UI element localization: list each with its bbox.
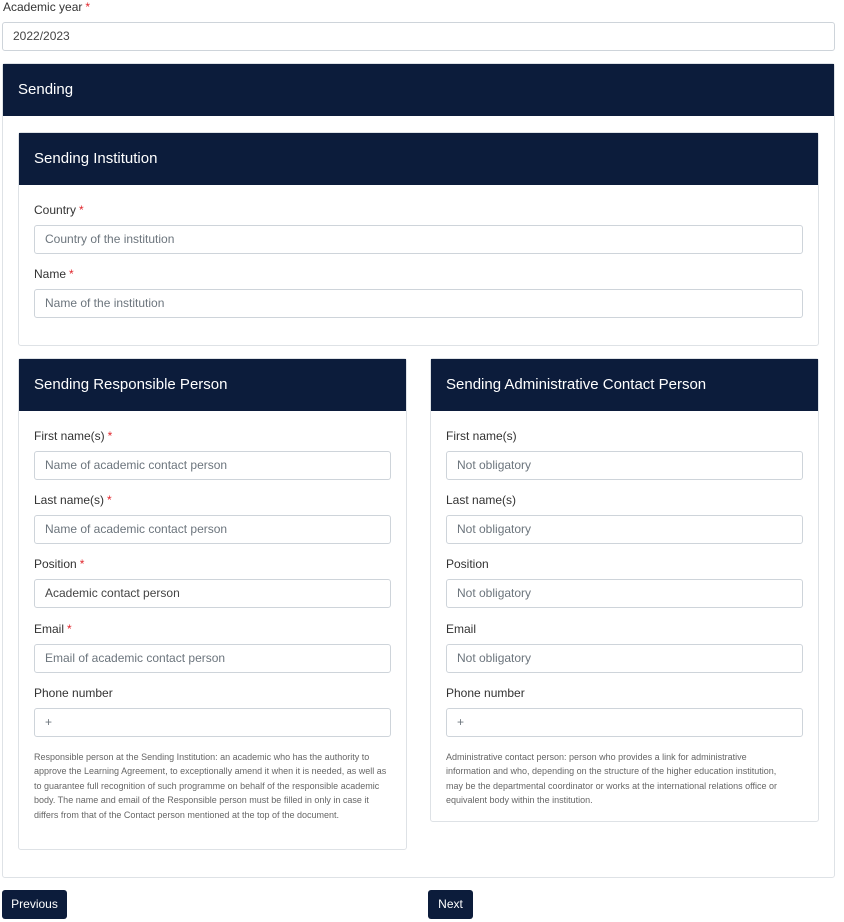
admin-last-name-input[interactable]: Not obligatory (446, 515, 803, 544)
responsible-person-header: Sending Responsible Person (19, 359, 406, 411)
academic-year-field[interactable]: 2022/2023 (2, 22, 835, 51)
next-button[interactable]: Next (428, 890, 473, 919)
responsible-last-name-label: Last name(s) * (34, 493, 112, 507)
responsible-position-label: Position * (34, 557, 85, 571)
sending-institution-header: Sending Institution (19, 133, 818, 185)
responsible-position-input[interactable]: Academic contact person (34, 579, 391, 608)
admin-email-label: Email (446, 622, 477, 636)
responsible-phone-label: Phone number (34, 686, 113, 700)
institution-name-input[interactable]: Name of the institution (34, 289, 803, 318)
admin-contact-card (430, 358, 819, 822)
sending-header: Sending (3, 64, 834, 116)
admin-position-input[interactable]: Not obligatory (446, 579, 803, 608)
admin-contact-header: Sending Administrative Contact Person (431, 359, 818, 411)
responsible-email-label: Email * (34, 622, 72, 636)
responsible-last-name-input[interactable]: Name of academic contact person (34, 515, 391, 544)
required-asterisk: * (85, 0, 91, 14)
sending-institution-card (18, 132, 819, 346)
responsible-person-card (18, 358, 407, 850)
admin-last-name-label: Last name(s) (446, 493, 517, 507)
admin-email-input[interactable]: Not obligatory (446, 644, 803, 673)
admin-phone-label: Phone number (446, 686, 525, 700)
previous-button[interactable]: Previous (2, 890, 67, 919)
country-input[interactable]: Country of the institution (34, 225, 803, 254)
academic-year-label: Academic year * (3, 0, 91, 14)
responsible-first-name-input[interactable]: Name of academic contact person (34, 451, 391, 480)
responsible-email-input[interactable]: Email of academic contact person (34, 644, 391, 673)
responsible-phone-input[interactable]: + (34, 708, 391, 737)
country-label: Country * (34, 203, 84, 217)
institution-name-label: Name * (34, 267, 74, 281)
sending-section (2, 63, 835, 878)
responsible-person-note: Responsible person at the Sending Institution: an academic who has the authority to approve the Learning Agreement, to exceptionally amend it when it is needed, as well as to guarantee full recognition of such programme on behalf of the responsible academic body. The name and email of the Responsible person must be filled in only in case it differs from that of the Contact person mentioned at the top of the document. (34, 752, 387, 820)
admin-first-name-input[interactable]: Not obligatory (446, 451, 803, 480)
admin-position-label: Position (446, 557, 489, 571)
admin-phone-input[interactable]: + (446, 708, 803, 737)
admin-contact-note: Administrative contact person: person who provides a link for administrative information and who, depending on the structure of the higher education institution, may be the departmental coordinator or works at the international relations office or equivalent body within the institution. (446, 752, 778, 806)
responsible-first-name-label: First name(s) * (34, 429, 113, 443)
admin-first-name-label: First name(s) (446, 429, 517, 443)
